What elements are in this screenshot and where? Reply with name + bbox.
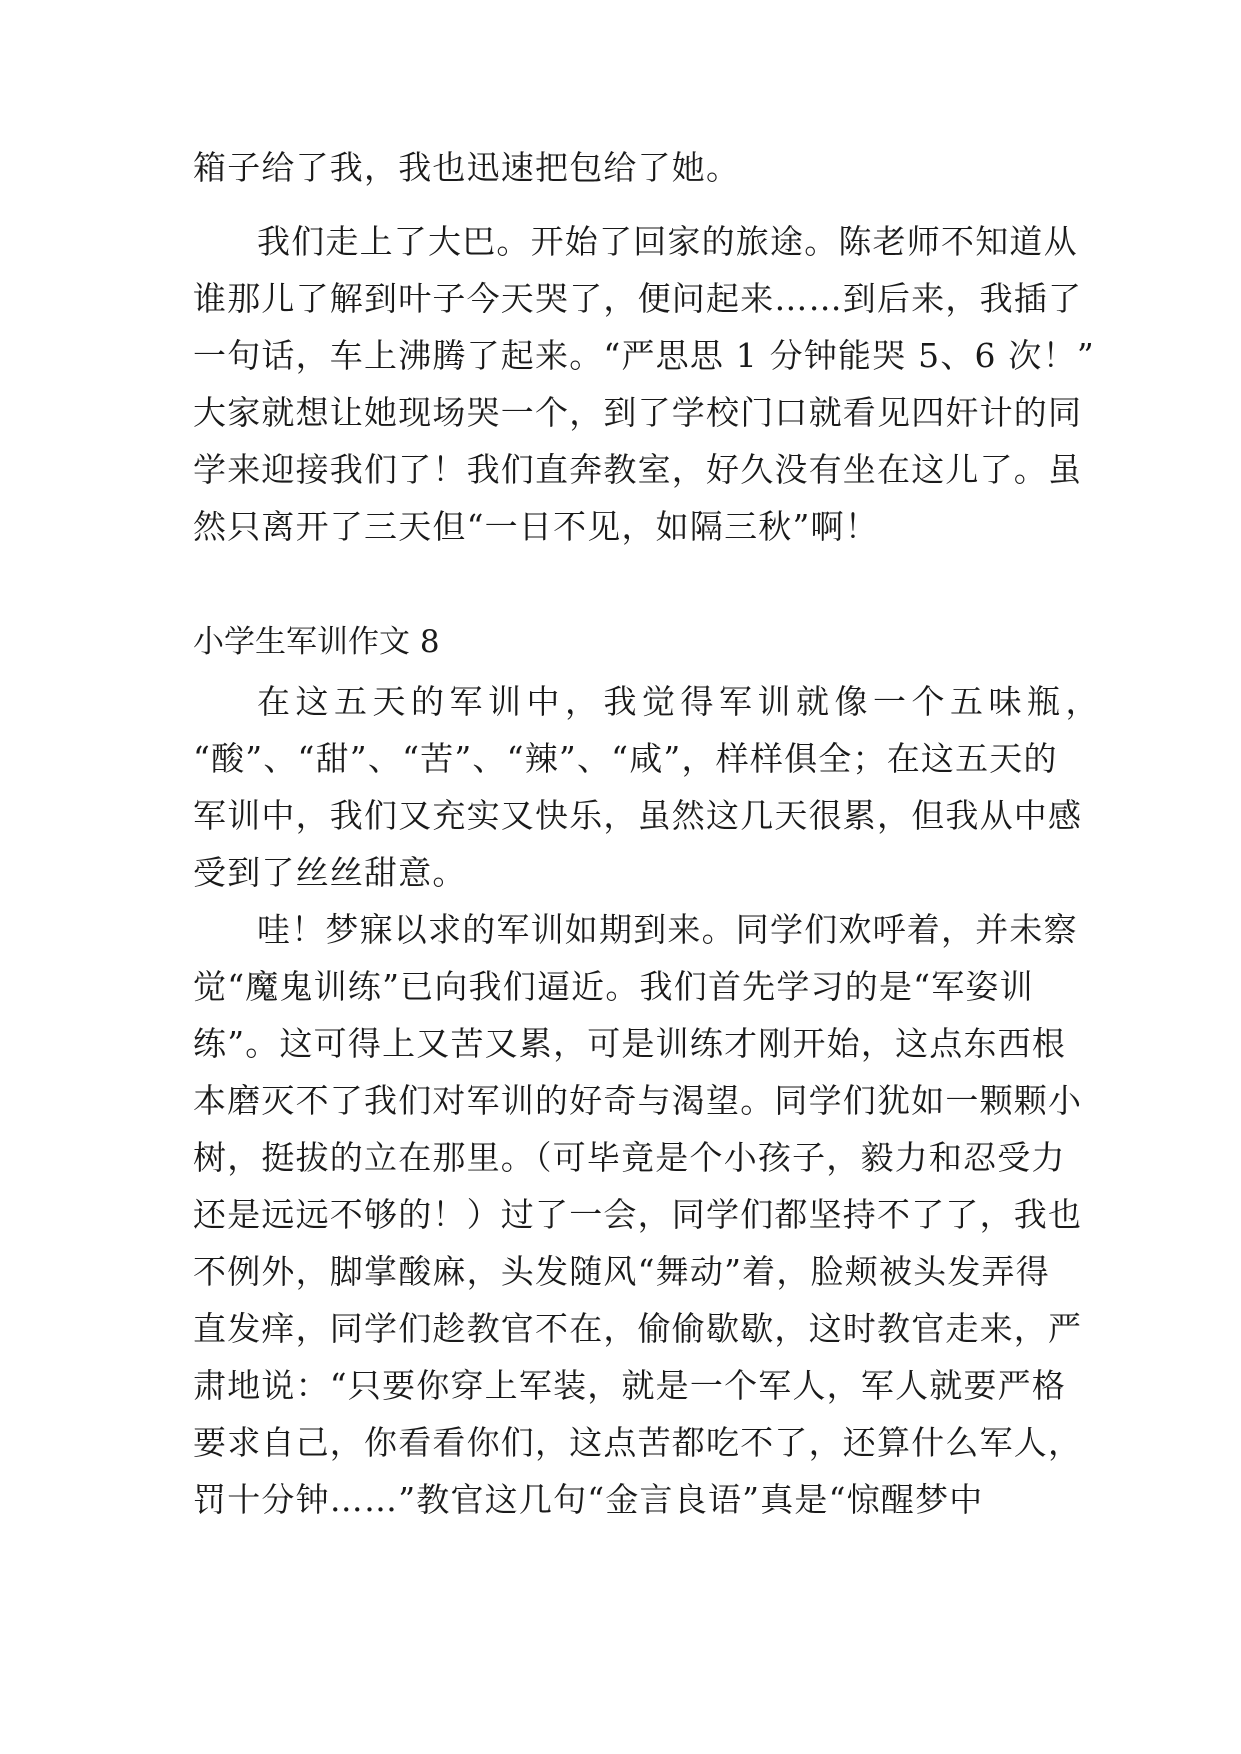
text-line: 然只离开了三天但“一日不见，如隔三秋”啊！ [193,507,879,546]
text-line: 大家就想让她现场哭一个，到了学校门口就看见四奸计的同 [193,393,1083,432]
text-line: 我们走上了大巴。开始了回家的旅途。陈老师不知道从 [257,222,1078,261]
text-line: 一句话，车上沸腾了起来。“严思思 1 分钟能哭 5、6 次！” [193,336,1095,375]
section-heading: 小学生军训作文 8 [193,624,440,660]
text-line: 箱子给了我，我也迅速把包给了她。 [193,148,741,187]
text-line: 学来迎接我们了！我们直奔教室，好久没有坐在这儿了。虽 [193,450,1083,489]
text-line: 要求自己，你看看你们，这点苦都吃不了，还算什么军人， [193,1423,1083,1462]
text-line: 肃地说：“只要你穿上军装，就是一个军人，军人就要严格 [193,1366,1067,1405]
text-line: 军训中，我们又充实又快乐，虽然这几天很累，但我从中感 [193,796,1083,835]
text-line: 不例外，脚掌酸麻，头发随风“舞动”着，脸颊被头发弄得 [193,1252,1050,1291]
text-line: 哇！梦寐以求的军训如期到来。同学们欢呼着，并未察 [257,910,1078,949]
text-line: 罚十分钟……”教官这几句“金言良语”真是“惊醒梦中 [193,1480,984,1519]
text-line: 练”。这可得上又苦又累，可是训练才刚开始，这点东西根 [193,1024,1067,1063]
text-line: 本磨灭不了我们对军训的好奇与渴望。同学们犹如一颗颗小 [193,1081,1083,1120]
text-line: 受到了丝丝甜意。 [193,853,467,892]
text-line: 直发痒，同学们趁教官不在，偷偷歇歇，这时教官走来，严 [193,1309,1083,1348]
text-line: 树，挺拔的立在那里。（可毕竟是个小孩子，毅力和忍受力 [193,1138,1066,1177]
text-line: 在这五天的军训中，我觉得军训就像一个五味瓶， [257,682,1104,721]
text-line: 谁那儿了解到叶子今天哭了，便问起来……到后来，我插了 [193,279,1083,318]
text-line: 觉“魔鬼训练”已向我们逼近。我们首先学习的是“军姿训 [193,967,1034,1006]
text-line: “酸”、“甜”、“苦”、“辣”、“咸”，样样俱全；在这五天的 [193,739,1058,778]
text-line: 还是远远不够的！）过了一会，同学们都坚持不了了，我也 [193,1195,1083,1234]
